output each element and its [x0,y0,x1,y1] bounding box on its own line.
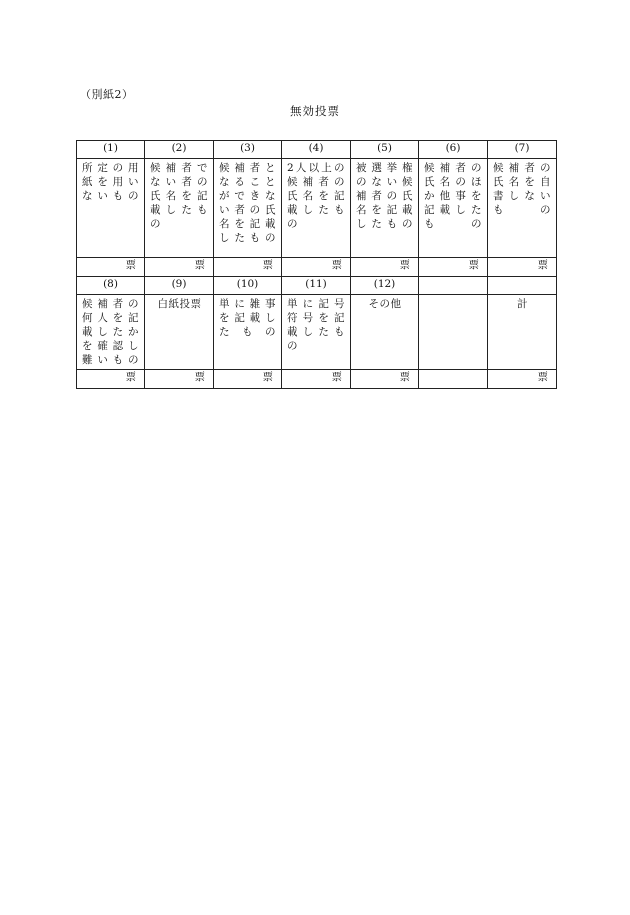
page-title: 無効投票 [290,104,340,118]
description-row-1 [77,159,557,258]
category-number: (3) [214,141,282,159]
number-row-2 [77,277,557,295]
vote-count-unit: 票 [77,370,145,389]
category-number: (4) [282,141,351,159]
category-number [419,277,488,295]
vote-count-unit: 票 [145,258,214,277]
category-number: (12) [351,277,419,295]
vote-count-unit: 票 [145,370,214,389]
category-description: 被選挙権のない候補者の氏名を記載したもの [351,159,419,258]
category-number: (6) [419,141,488,159]
description-row-2 [77,295,557,370]
vote-count-row-1 [77,258,557,277]
vote-count-row-2 [77,370,557,389]
vote-count-unit: 票 [282,258,351,277]
number-row-1 [77,141,557,159]
category-description: 候補者でない者の氏名を記載したもの [145,159,214,258]
annex-label: （別紙2） [80,88,134,101]
category-description: 単に記号符号を記載したもの [282,295,351,370]
vote-count-unit: 票 [488,370,557,389]
category-number: (11) [282,277,351,295]
category-number: (8) [77,277,145,295]
vote-count-unit: 票 [351,370,419,389]
category-number: (5) [351,141,419,159]
category-number: (7) [488,141,557,159]
category-description: 単に雑事を記載したもの [214,295,282,370]
category-description: 候補者となることができない者の氏名を記載したもの [214,159,282,258]
vote-count-unit [419,370,488,389]
invalid-ballot-table [76,140,557,389]
vote-count-unit: 票 [351,258,419,277]
category-number [488,277,557,295]
category-description: 候補者の氏名のほか他事を記載したもの [419,159,488,258]
vote-count-unit: 票 [77,258,145,277]
category-description: その他 [351,295,419,370]
category-number: (2) [145,141,214,159]
category-description: 2人以上の候補者の氏名を記載したもの [282,159,351,258]
category-number: (1) [77,141,145,159]
category-description: 所定の用紙を用いないもの [77,159,145,258]
vote-count-unit: 票 [214,370,282,389]
category-description: 候補者の何人を記載したかを確認し難いもの [77,295,145,370]
category-description: 候補者の氏名を自書しないもの [488,159,557,258]
category-description [419,295,488,370]
vote-count-unit: 票 [282,370,351,389]
vote-count-unit: 票 [419,258,488,277]
vote-count-unit: 票 [214,258,282,277]
category-number: (9) [145,277,214,295]
vote-count-unit: 票 [488,258,557,277]
category-number: (10) [214,277,282,295]
total-label: 計 [488,295,557,370]
category-description: 白紙投票 [145,295,214,370]
